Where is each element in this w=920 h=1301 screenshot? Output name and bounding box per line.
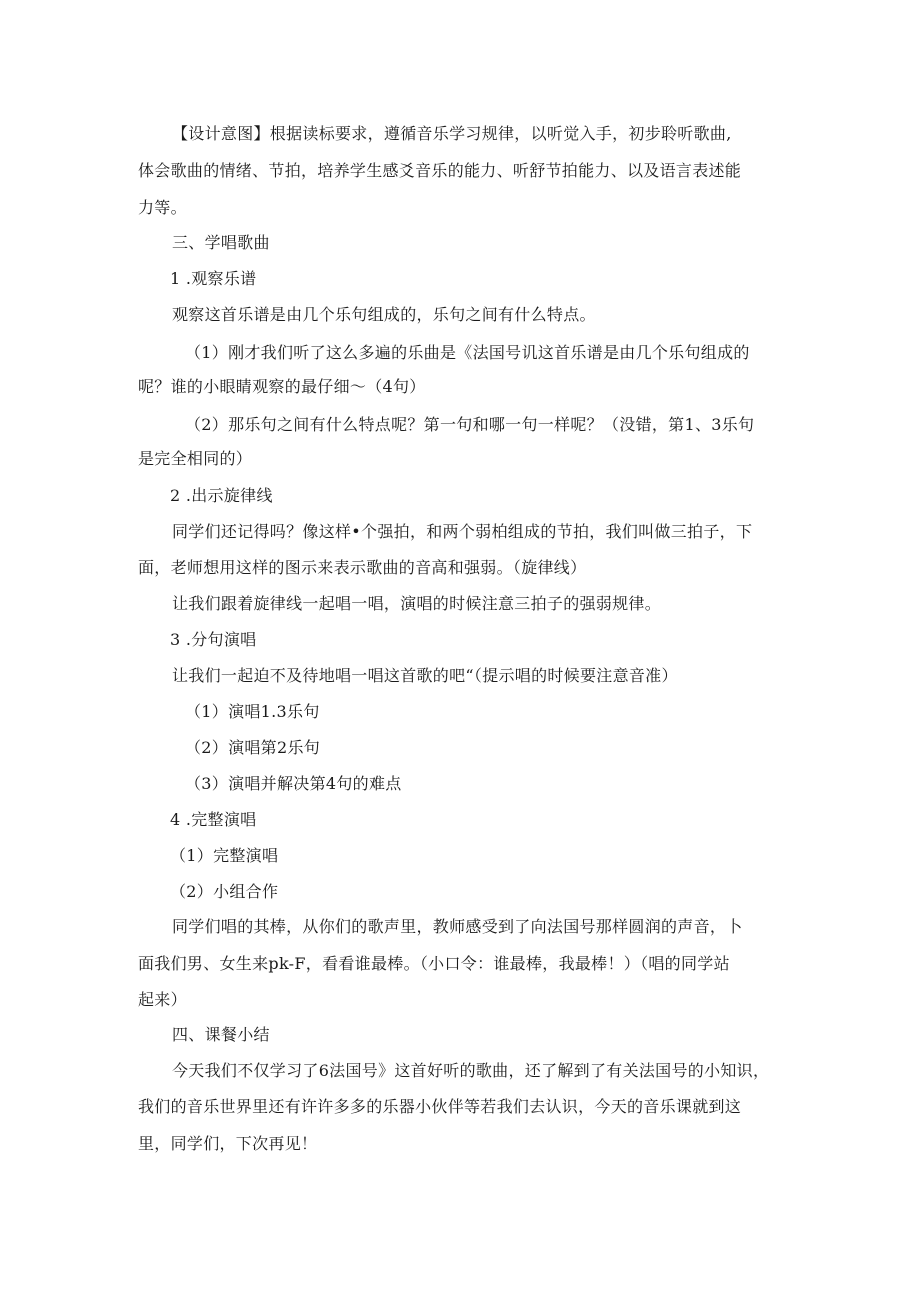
melody-text-line-3: 让我们跟着旋律线一起唱一唱，演唱的时候注意三拍子的强弱规律。: [172, 594, 662, 613]
section-4-heading: 四、课餐小结: [172, 1025, 270, 1044]
praise-text-line-1: 同学们唱的其棒，从你们的歌声里，教师感受到了向法国号那样圆润的声音，卜: [172, 917, 743, 936]
question-1-line-1: （1）刚才我们听了这么多遍的乐曲是《法国号讥这首乐谱是由几个乐句组成的: [185, 343, 750, 362]
melody-text-line-1: 同学们还记得吗？像这样•个强拍，和两个弱柏组成的节拍，我们叫做三拍子，下: [172, 522, 753, 541]
subsection-3-3-text: 让我们一起迫不及待地唱一唱这首歌的吧“（提示唱的时候要注意音准）: [172, 666, 678, 685]
design-intent-line-2: 体会歌曲的情绪、节拍，培养学生感爻音乐的能力、听舒节拍能力、以及语言表述能: [138, 161, 742, 180]
phrase-item-3: （3）演唱并解决第4句的难点: [185, 774, 402, 793]
subsection-3-4-heading: 4 .完整演唱: [170, 810, 257, 829]
summary-line-2: 我们的音乐世界里还有许许多多的乐器小伙伴等若我们去认识，今天的音乐课就到这: [138, 1097, 742, 1116]
summary-line-3: 里，同学们，下次再见！: [138, 1134, 318, 1153]
praise-text-line-2: 面我们男、女生来pk-F，看看谁最棒。（小口令：谁最棒，我最棒！）（唱的同学站: [138, 954, 730, 973]
praise-text-line-3: 起来）: [138, 990, 187, 1009]
full-sing-item-1: （1）完整演唱: [170, 846, 279, 865]
question-1-line-2: 呢？谁的小眼睛观察的最仔细～（4句）: [138, 377, 426, 396]
design-intent-line-3: 力等。: [138, 198, 187, 217]
phrase-item-2: （2）演唱第2乐句: [185, 738, 321, 757]
question-2-line-1: （2）那乐句之间有什么特点呢？第一句和哪一句一样呢？（没错，第1、3乐句: [185, 415, 755, 434]
subsection-3-1-text: 观察这首乐谱是由几个乐句组成的，乐句之间有什么特点。: [172, 305, 596, 324]
subsection-3-1-heading: 1 .观察乐谱: [170, 269, 257, 288]
summary-line-1: 今天我们不仅学习了6法国号》这首好听的歌曲，还了解到了有关法国号的小知识，: [172, 1061, 770, 1080]
subsection-3-3-heading: 3 .分句演唱: [170, 630, 257, 649]
melody-text-line-2: 面，老师想用这样的图示来表示歌曲的音高和强弱。（旋律线）: [138, 558, 587, 577]
section-3-heading: 三、学唱歌曲: [172, 233, 270, 252]
phrase-item-1: （1）演唱1.3乐句: [185, 702, 320, 721]
full-sing-item-2: （2）小组合作: [170, 882, 279, 901]
design-intent-line-1: 【设计意图】根据读标要求，遵循音乐学习规律，以听觉入手，初步聆听歌曲,: [172, 124, 732, 143]
subsection-3-2-heading: 2 .出示旋律线: [170, 486, 273, 505]
question-2-line-2: 是完全相同的）: [138, 449, 253, 468]
